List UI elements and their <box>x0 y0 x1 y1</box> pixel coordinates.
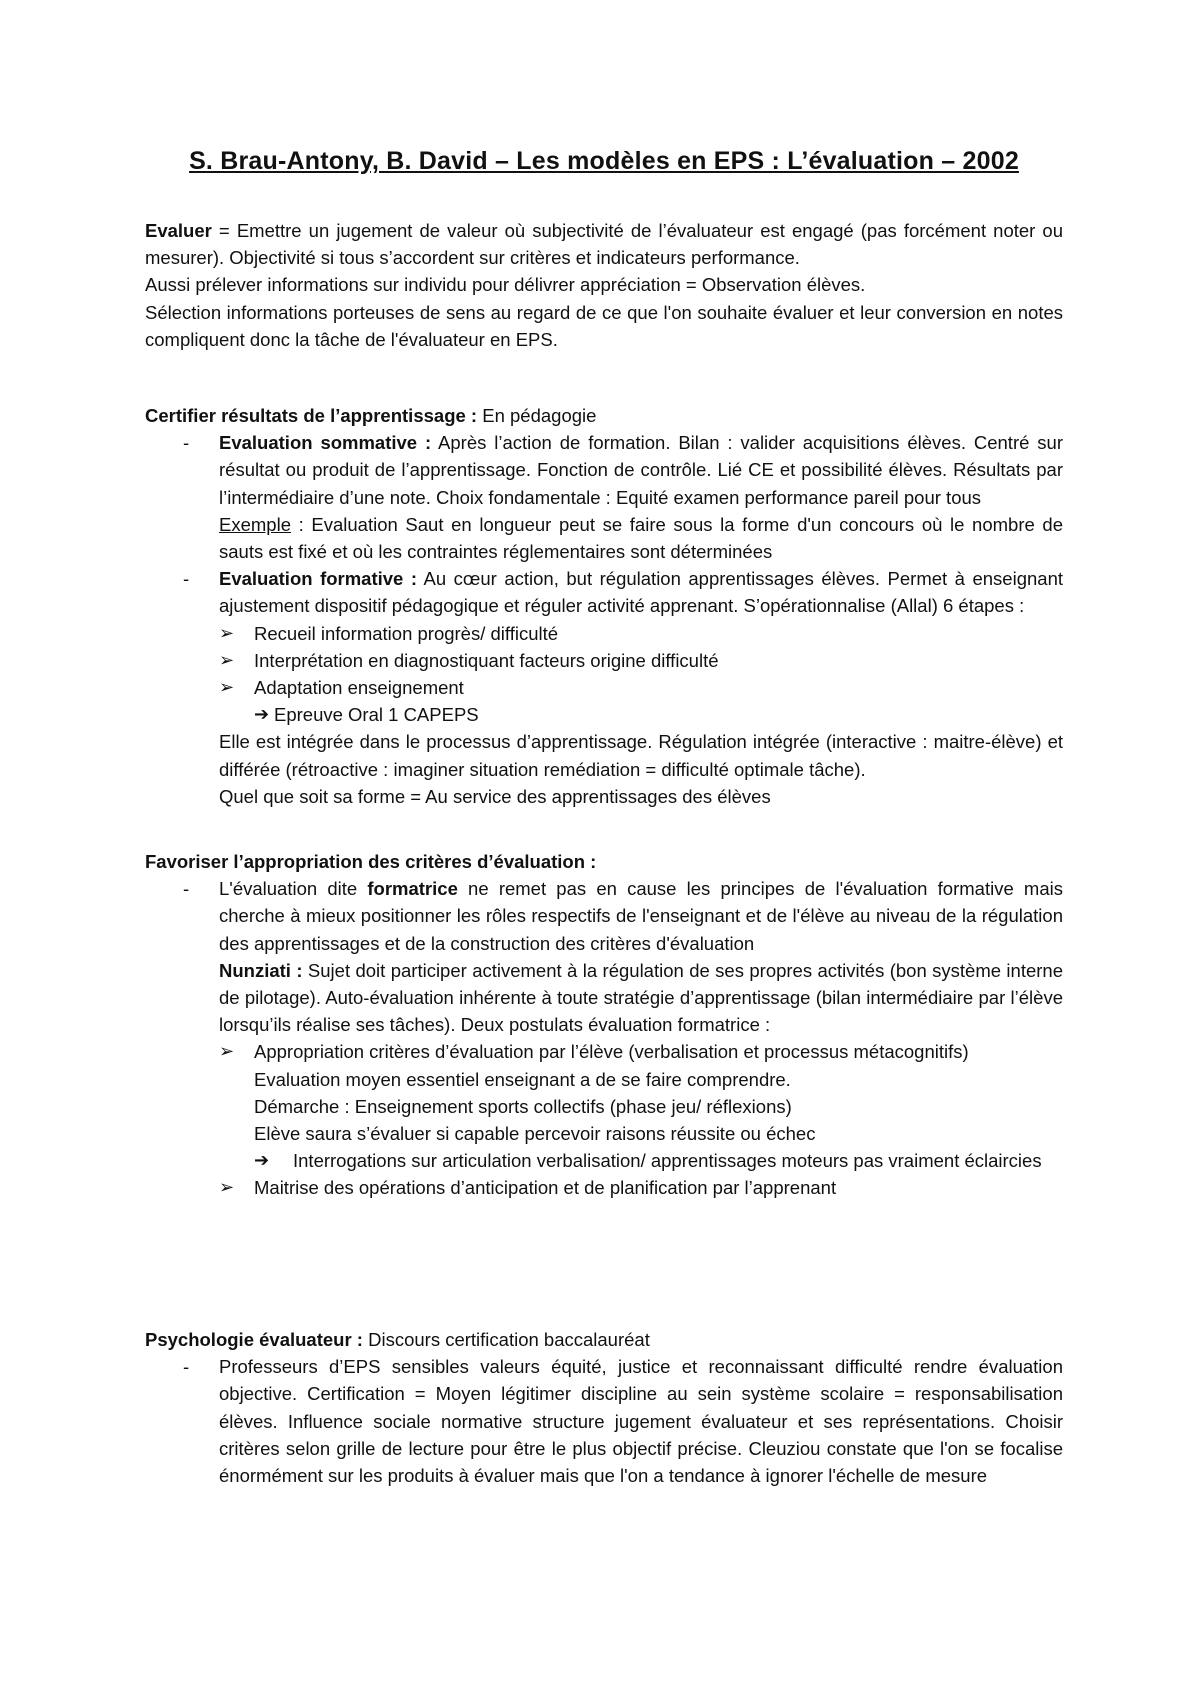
formatrice-post: ne remet pas en cause les principes de l'évaluation formative mais cherche à mieux positionner les rôles respectifs de l'enseignant et de l'élève au niveau de la régulation des apprentissages et de la construction des critères d'évaluation <box>219 878 1063 954</box>
step-item <box>145 620 1063 647</box>
section-heading: Favoriser l’appropriation des critères d’évaluation : <box>145 851 597 872</box>
intro-section <box>145 217 1063 353</box>
step-item <box>145 674 1063 701</box>
formative-term: Evaluation formative : <box>219 568 418 590</box>
postulat-item <box>145 1038 1063 1065</box>
arrowhead-bullet-icon: ➢ <box>219 677 235 698</box>
list-item-professeurs <box>145 1353 1063 1489</box>
heading-bold: Certifier résultats de l’apprentissage : <box>145 405 478 426</box>
list-item-formative <box>145 565 1063 619</box>
formatrice-pre: L'évaluation dite <box>219 878 368 900</box>
heading-bold: Psychologie évaluateur : <box>145 1329 363 1350</box>
postulat-item <box>145 1174 1063 1201</box>
professeurs-text: Professeurs d’EPS sensibles valeurs équité, justice et reconnaissant difficulté rendre évaluation objective. Certification = Moyen légitimer discipline au sein système scolaire = responsabilisation élèves. Influence sociale normative structure jugement évaluateur et ses représentations. Choisir critères selon grille de lecture pour être le plus objectif précise. Cleuziou constate que l'on se focalise énormément sur les produits à évaluer mais que l'on a tendance à ignorer l'échelle de mesure <box>219 1356 1063 1487</box>
section-heading <box>145 402 1063 429</box>
intro-term: Evaluer <box>145 220 212 241</box>
sommative-text: Après l’action de formation. Bilan : valider acquisitions élèves. Centré sur résultat ou produit de l’apprentissage. Fonction de contrôle. Lié CE et possibilité élèves. Résultats par l’intermédiaire d’une note. Choix fondamentale : Equité examen performance pareil pour tous <box>219 432 1063 508</box>
nunziati-term: Nunziati : <box>219 959 303 981</box>
intro-paragraph-3: Sélection informations porteuses de sens au regard de ce que l'on souhaite évaluer et leur conversion en notes compliquent donc la tâche de l'évaluateur en EPS. <box>145 301 1063 350</box>
dash-bullet: - <box>183 568 190 590</box>
intro-definition: = Emettre un jugement de valeur où subjectivité de l’évaluateur est engagé (pas forcément noter ou mesurer). Objectivité si tous s’accordent sur critères et indicateurs performance. <box>145 220 1063 269</box>
formatrice-term: formatrice <box>367 878 458 900</box>
postulat-text: Maitrise des opérations d’anticipation et de planification par l’apprenant <box>254 1177 837 1199</box>
arrowhead-bullet-icon: ➢ <box>219 1177 235 1198</box>
step-text: Adaptation enseignement <box>254 677 464 699</box>
step-text: Interprétation en diagnostiquant facteurs origine difficulté <box>254 649 719 671</box>
heading-rest: En pédagogie <box>477 405 597 426</box>
section-heading <box>145 1326 1063 1353</box>
dash-bullet: - <box>183 878 190 900</box>
nunziati-text: Sujet doit participer activement à la régulation de ses propres activités (bon système interne de pilotage). Auto-évaluation inhérente à toute stratégie d’apprentissage (bilan intermédiaire par l’élève lorsqu’ils réalise ses tâches). Deux postulats évaluation formatrice : <box>219 959 1063 1036</box>
formative-after-1: Elle est intégrée dans le processus d’apprentissage. Régulation intégrée (interactive : maitre-élève) et différée (rétroactive : imaginer situation remédiation = difficulté optimale tâche). <box>219 731 1063 780</box>
sub-arrow-item <box>145 701 1063 728</box>
exemple-paragraph <box>219 511 1063 565</box>
exemple-label: Exemple <box>219 513 291 535</box>
intro-paragraph-1 <box>145 217 1063 271</box>
formative-after-2: Quel que soit sa forme = Au service des apprentissages des élèves <box>219 785 771 807</box>
postulat-detail: Démarche : Enseignement sports collectifs (phase jeu/ réflexions) <box>254 1095 792 1117</box>
exemple-text: : Evaluation Saut en longueur peut se faire sous la forme d'un concours où le nombre de sauts est fixé et où les contraintes réglementaires sont déterminées <box>219 513 1063 563</box>
sommative-term: Evaluation sommative : <box>219 432 432 454</box>
sub-arrow-text: Interrogations sur articulation verbalisation/ apprentissages moteurs pas vraiment éclaircies <box>293 1150 1042 1172</box>
arrowhead-bullet-icon: ➢ <box>219 649 235 670</box>
formative-text: Au cœur action, but régulation apprentissages élèves. Permet à enseignant ajustement dispositif pédagogique et réguler activité apprenant. S’opérationnalise (Allal) 6 étapes : <box>219 568 1064 617</box>
heading-rest: Discours certification baccalauréat <box>362 1329 650 1350</box>
arrowhead-bullet-icon: ➢ <box>219 1041 235 1062</box>
section-psychologie <box>145 1326 1063 1489</box>
document-title: S. Brau-Antony, B. David – Les modèles en EPS : L’évaluation – 2002 <box>189 147 1019 175</box>
dash-bullet: - <box>183 1356 190 1378</box>
step-text: Recueil information progrès/ difficulté <box>254 622 559 644</box>
arrowhead-bullet-icon: ➢ <box>219 622 235 643</box>
postulat-detail: Elève saura s’évaluer si capable percevoir raisons réussite ou échec <box>254 1123 816 1145</box>
dash-bullet: - <box>183 432 190 454</box>
right-arrow-icon: ➔ <box>254 704 270 725</box>
section-favoriser <box>145 848 1063 1202</box>
right-arrow-icon: ➔ <box>254 1150 270 1171</box>
list-item-formatrice <box>145 875 1063 1038</box>
sub-arrow-item <box>145 1147 1063 1174</box>
step-item <box>145 647 1063 674</box>
nunziati-paragraph <box>219 957 1063 1039</box>
list-item-sommative <box>145 429 1063 565</box>
postulat-text: Appropriation critères d’évaluation par l’élève (verbalisation et processus métacognitifs) <box>254 1041 969 1063</box>
intro-paragraph-2: Aussi prélever informations sur individu pour délivrer appréciation = Observation élèves. <box>145 274 866 296</box>
sub-arrow-text: Epreuve Oral 1 CAPEPS <box>274 704 479 726</box>
section-certifier <box>145 402 1063 810</box>
postulat-detail: Evaluation moyen essentiel enseignant a de se faire comprendre. <box>254 1068 791 1090</box>
